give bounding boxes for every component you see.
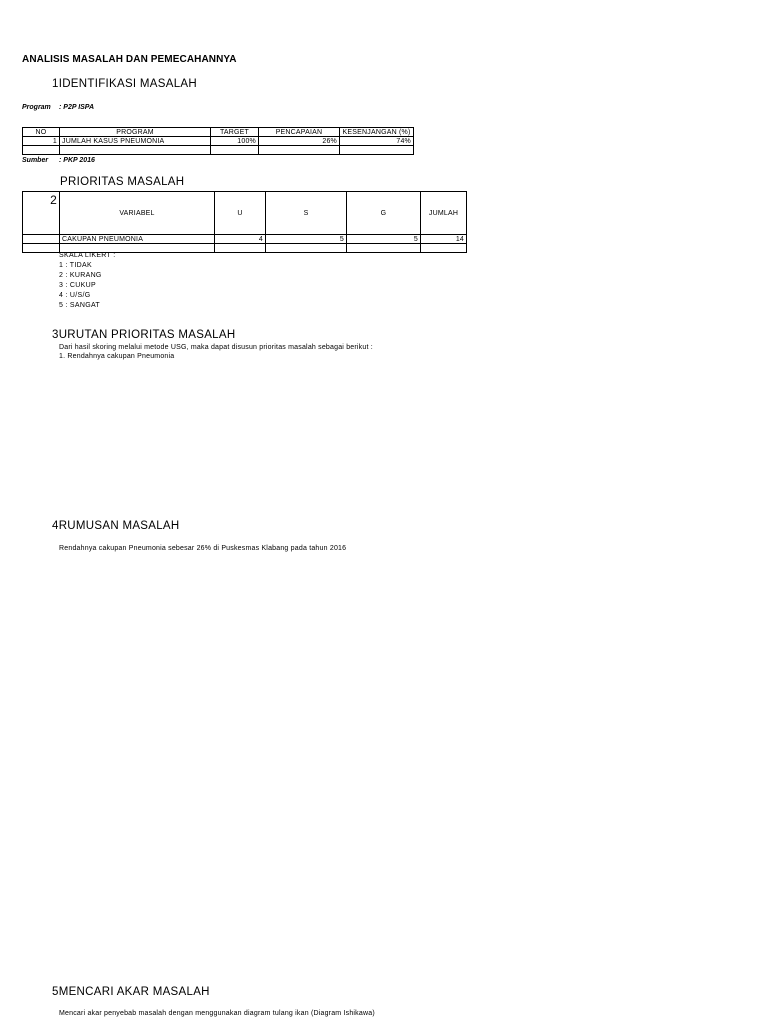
empty-cell [60,146,211,155]
section-number: 3 [52,329,59,341]
section-2-number: 2 [23,192,60,235]
empty-cell [23,244,60,253]
cell-u: 4 [215,235,266,244]
section-3-heading [52,329,235,341]
cell-s: 5 [266,235,347,244]
header-target: TARGET [211,128,259,137]
empty-cell [347,244,421,253]
document-title: ANALISIS MASALAH DAN PEMECAHANNYA [22,54,237,65]
likert-item: 5 : SANGAT [59,302,100,309]
likert-item: 3 : CUKUP [59,282,96,289]
cell-variabel: CAKUPAN PNEUMONIA [60,235,215,244]
empty-cell [215,244,266,253]
empty-cell [266,244,347,253]
section-number: 1 [52,78,59,90]
section-4-heading [52,520,180,532]
cell-pencapaian: 26% [259,137,340,146]
cell-jumlah: 14 [421,235,467,244]
header-pencapaian: PENCAPAIAN [259,128,340,137]
header-jumlah: JUMLAH [421,192,467,235]
header-program: PROGRAM [60,128,211,137]
header-variabel: VARIABEL [60,192,215,235]
cell-g: 5 [347,235,421,244]
empty-cell [421,244,467,253]
section-5-heading [52,986,210,998]
empty-cell [23,235,60,244]
table-header-row [23,192,467,235]
header-no: NO [23,128,60,137]
table-header-row [23,128,414,137]
prioritas-heading: PRIORITAS MASALAH [60,176,185,188]
section-heading: URUTAN PRIORITAS MASALAH [58,329,236,341]
likert-scale [59,251,115,311]
cell-program: JUMLAH KASUS PNEUMONIA [60,137,211,146]
section-heading: RUMUSAN MASALAH [58,520,180,532]
header-kesenjangan: KESENJANGAN (%) [340,128,414,137]
likert-item: 1 : TIDAK [59,262,92,269]
table-row-empty [23,146,414,155]
source-value: : PKP 2016 [59,157,95,164]
section-4-text: Rendahnya cakupan Pneumonia sebesar 26% di Puskesmas Klabang pada tahun 2016 [59,545,347,552]
empty-cell [259,146,340,155]
table-row [23,235,467,244]
likert-item: 4 : U/S/G [59,292,91,299]
cell-kesenjangan: 74% [340,137,414,146]
problem-identification-table [22,127,414,155]
program-label: Program [22,104,51,111]
section-number: 5 [52,986,59,998]
cell-no: 1 [23,137,60,146]
section-1-heading [52,78,197,90]
source-label: Sumber [22,157,49,164]
section-3-line-1: Dari hasil skoring melalui metode USG, maka dapat disusun prioritas masalah sebagai berikut : [59,344,373,351]
program-value: : P2P ISPA [59,104,95,111]
header-u: U [215,192,266,235]
empty-cell [340,146,414,155]
section-5-text: Mencari akar penyebab masalah dengan menggunakan diagram tulang ikan (Diagram Ishikawa) [59,1010,375,1017]
empty-cell [23,146,60,155]
likert-item: 2 : KURANG [59,272,102,279]
table-row [23,137,414,146]
empty-cell [211,146,259,155]
likert-title: SKALA LIKERT : [59,252,116,259]
section-heading: MENCARI AKAR MASALAH [58,986,210,998]
section-heading: IDENTIFIKASI MASALAH [58,78,197,90]
priority-usg-table [22,191,467,253]
header-s: S [266,192,347,235]
header-g: G [347,192,421,235]
section-3-line-2: 1. Rendahnya cakupan Pneumonia [59,353,175,360]
section-number: 4 [52,520,59,532]
cell-target: 100% [211,137,259,146]
